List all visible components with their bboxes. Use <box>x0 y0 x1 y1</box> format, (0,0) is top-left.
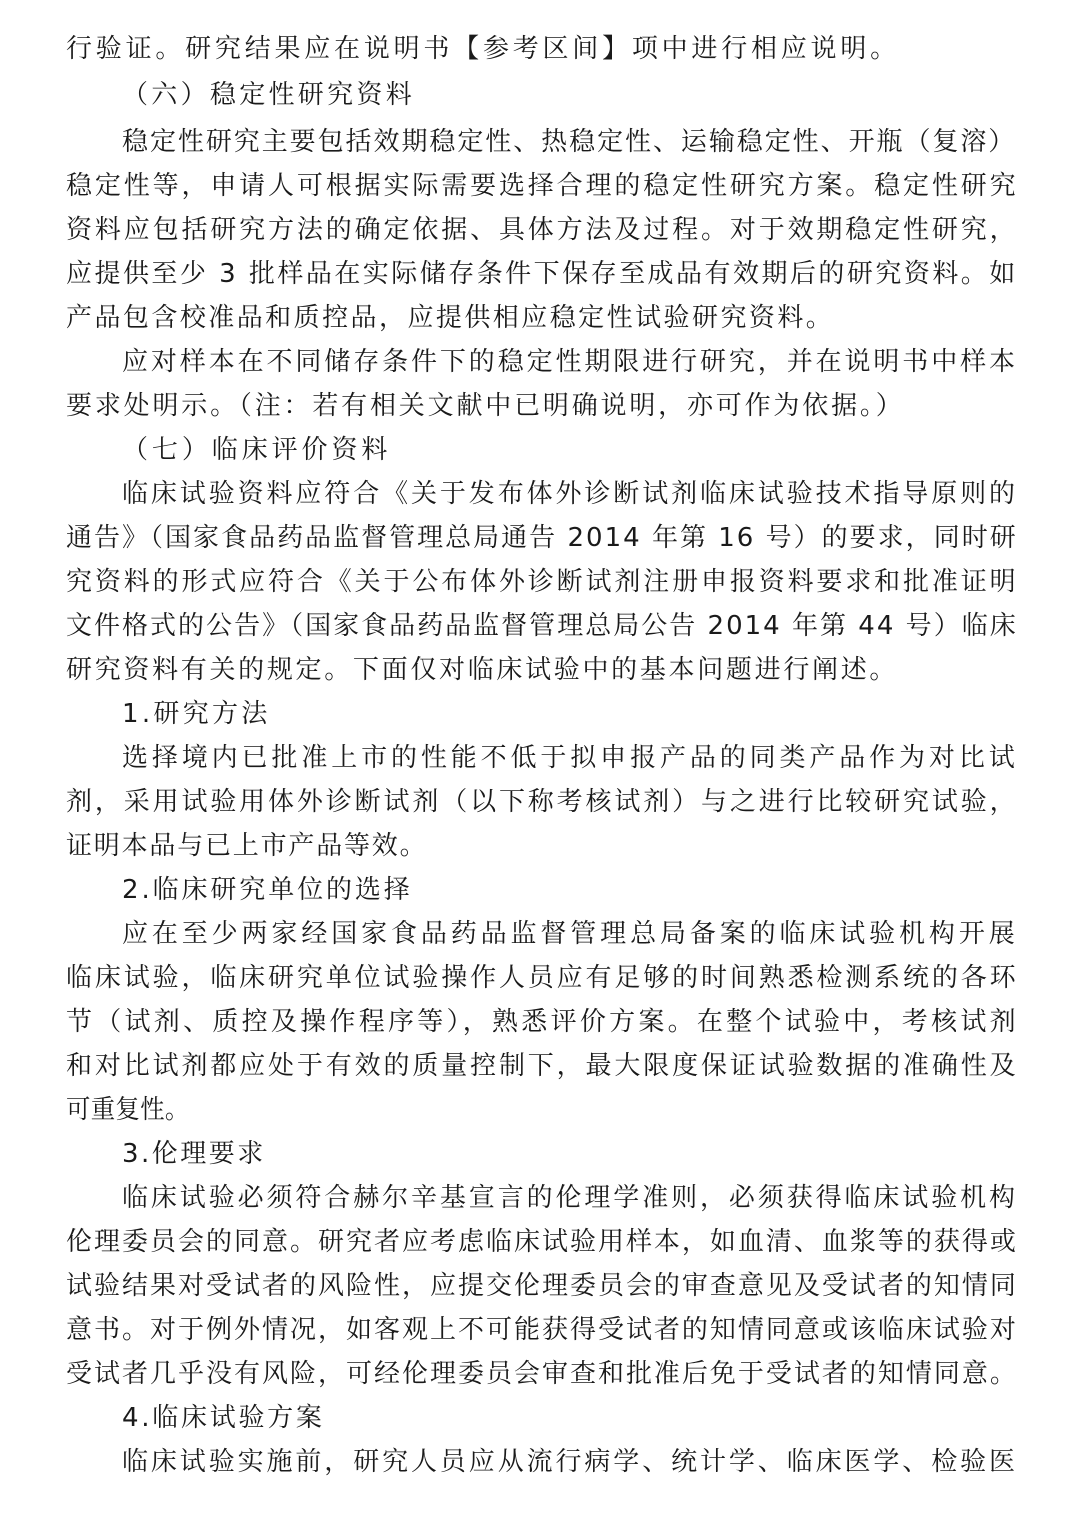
text-line: 应对样本在不同储存条件下的稳定性期限进行研究，并在说明书中样本 <box>122 347 1018 377</box>
text-line: 应提供至少 3 批样品在实际储存条件下保存至成品有效期后的研究资料。如 <box>66 259 1018 289</box>
text-line: 临床试验实施前，研究人员应从流行病学、统计学、临床医学、检验医 <box>122 1447 1018 1477</box>
text-line: 证明本品与已上市产品等效。 <box>66 831 428 861</box>
text-line: 究资料的形式应符合《关于公布体外诊断试剂注册申报资料要求和批准证明 <box>66 567 1019 597</box>
text-line: 稳定性等，申请人可根据实际需要选择合理的稳定性研究方案。稳定性研究 <box>66 171 1019 201</box>
text-line: 要求处明示。（注：若有相关文献中已明确说明，亦可作为依据。） <box>66 391 905 421</box>
subsection-heading: 2.临床研究单位的选择 <box>122 875 413 905</box>
subsection-heading: 1.研究方法 <box>122 699 271 729</box>
text-line: 资料应包括研究方法的确定依据、具体方法及过程。对于效期稳定性研究， <box>66 215 1019 245</box>
text-line: 临床试验必须符合赫尔辛基宣言的伦理学准则，必须获得临床试验机构 <box>122 1183 1018 1213</box>
text-line: 伦理委员会的同意。研究者应考虑临床试验用样本，如血清、血浆等的获得或 <box>66 1227 1018 1257</box>
text-line: 节（试剂、质控及操作程序等），熟悉评价方案。在整个试验中，考核试剂 <box>66 1007 1019 1037</box>
subsection-heading: 3.伦理要求 <box>122 1139 266 1169</box>
section-heading: （七）临床评价资料 <box>122 435 392 465</box>
text-line: 选择境内已批准上市的性能不低于拟申报产品的同类产品作为对比试 <box>122 743 1019 773</box>
text-line: 受试者几乎没有风险，可经伦理委员会审查和批准后免于受试者的知情同意。 <box>66 1359 1018 1389</box>
text-line: 试验结果对受试者的风险性，应提交伦理委员会的审查意见及受试者的知情同 <box>66 1271 1018 1301</box>
text-line: 可重复性。 <box>66 1095 190 1125</box>
text-line: 临床试验资料应符合《关于发布体外诊断试剂临床试验技术指导原则的 <box>122 479 1018 509</box>
text-line: 研究资料有关的规定。下面仅对临床试验中的基本问题进行阐述。 <box>66 655 899 685</box>
text-line: 文件格式的公告》（国家食品药品监督管理总局公告 2014 年第 44 号）临床 <box>66 611 1018 641</box>
section-heading: （六）稳定性研究资料 <box>122 80 416 110</box>
text-line: 和对比试剂都应处于有效的质量控制下，最大限度保证试验数据的准确性及 <box>66 1051 1019 1081</box>
text-line: 产品包含校准品和质控品，应提供相应稳定性试验研究资料。 <box>66 303 835 333</box>
text-line: 通告》（国家食品药品监督管理总局通告 2014 年第 16 号）的要求，同时研 <box>66 523 1018 553</box>
text-line: 临床试验，临床研究单位试验操作人员应有足够的时间熟悉检测系统的各环 <box>66 963 1019 993</box>
text-line: 意书。对于例外情况，如客观上不可能获得受试者的知情同意或该临床试验对 <box>66 1315 1018 1345</box>
text-line: 应在至少两家经国家食品药品监督管理总局备案的临床试验机构开展 <box>122 919 1019 949</box>
text-line: 行验证。研究结果应在说明书【参考区间】项中进行相应说明。 <box>66 34 900 64</box>
text-line: 剂，采用试验用体外诊断试剂（以下称考核试剂）与之进行比较研究试验， <box>66 787 1019 817</box>
text-line: 稳定性研究主要包括效期稳定性、热稳定性、运输稳定性、开瓶（复溶） <box>122 127 1017 157</box>
subsection-heading: 4.临床试验方案 <box>122 1403 325 1433</box>
